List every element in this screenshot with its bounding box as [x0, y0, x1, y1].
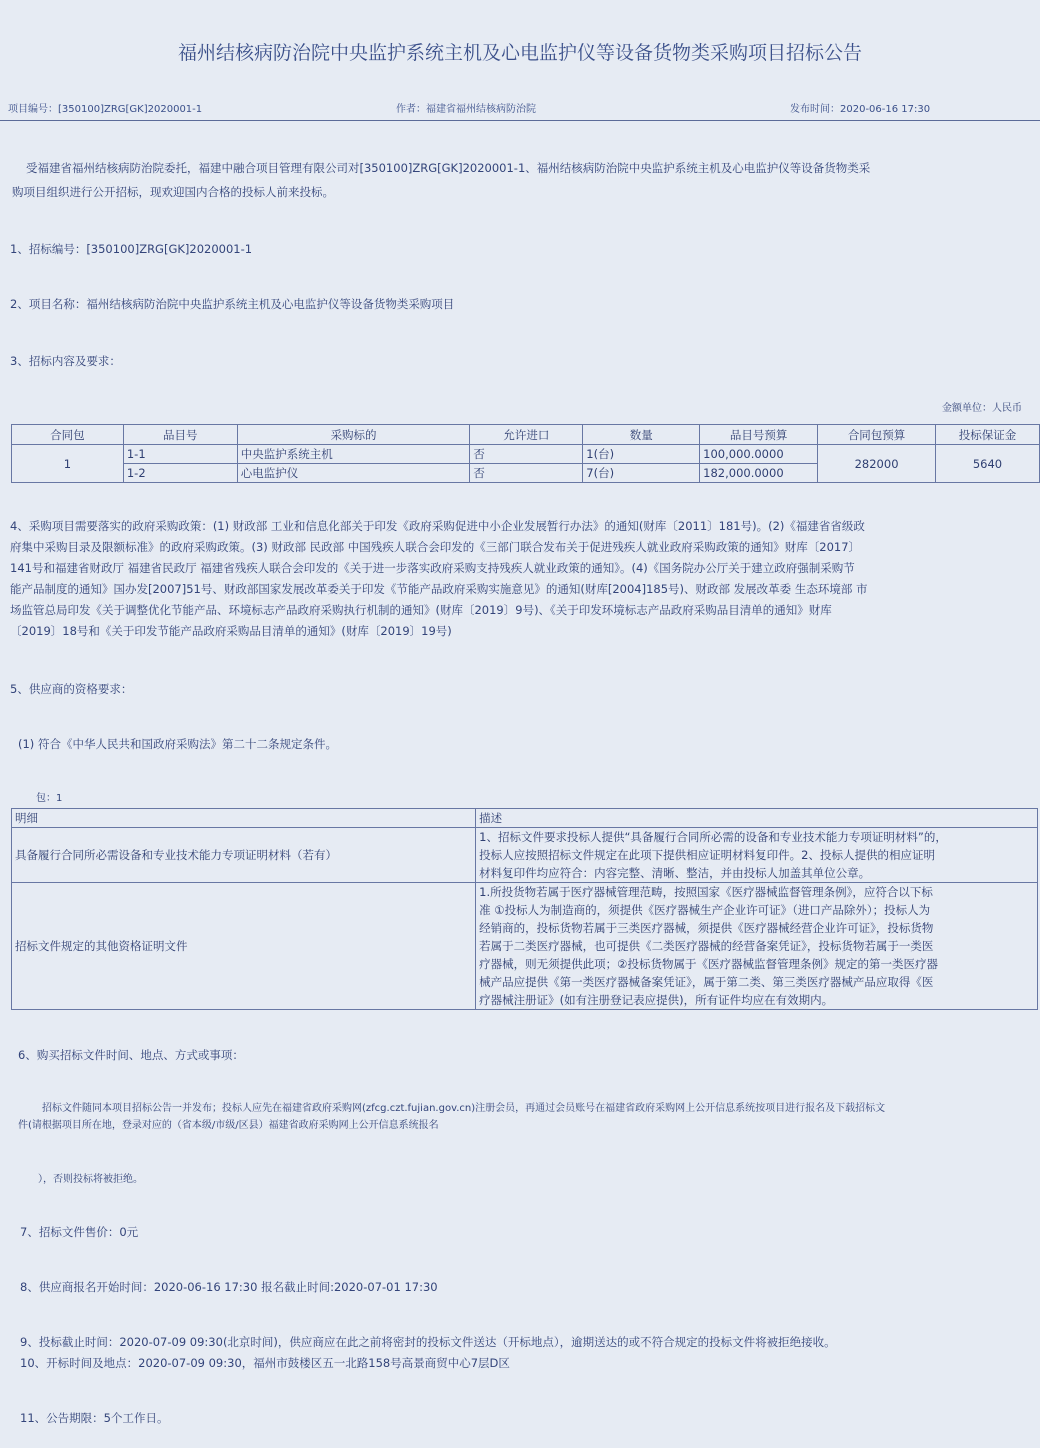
row-description	[476, 883, 1038, 1010]
cell-package-budget: 282000	[818, 445, 936, 483]
cell-item-number: 1-2	[123, 464, 237, 483]
description-line: 经销商的，投标货物若属于三类医疗器械，须提供《医疗器械经营企业许可证》，投标货物	[479, 921, 934, 935]
row-description	[476, 828, 1038, 883]
header-deposit: 投标保证金	[936, 425, 1040, 445]
package-label: 包：1	[36, 793, 63, 804]
policy-line: 〔2019〕18号和《关于印发节能产品政府采购品目清单的通知》(财库〔2019〕19号)	[10, 624, 452, 638]
project-number: 项目编号：[350100]ZRG[GK]2020001-1	[8, 104, 203, 115]
page-title: 福州结核病防治院中央监护系统主机及心电监护仪等设备货物类采购项目招标公告	[177, 42, 862, 64]
section-5-item-1: (1) 符合《中华人民共和国政府采购法》第二十二条规定条件。	[18, 737, 337, 751]
description-line: 1.所投货物若属于医疗器械管理范畴，按照国家《医疗器械监督管理条例》，应符合以下标	[479, 885, 933, 899]
header-quantity: 数量	[583, 425, 700, 445]
table-row	[12, 828, 1038, 883]
intro-line-1: 受福建省福州结核病防治院委托，福建中融合项目管理有限公司对[350100]ZRG[GK]2020001-1、福州结核病防治院中央监护系统主机及心电监护仪等设备货物类采	[26, 161, 871, 175]
header-detail: 明细	[12, 809, 476, 828]
row-name: 招标文件规定的其他资格证明文件	[12, 883, 476, 1010]
header-package: 合同包	[12, 425, 124, 445]
section-10-opening: 10、开标时间及地点：2020-07-09 09:30，福州市鼓楼区五一北路158号高景商贸中心7层D区	[20, 1356, 510, 1370]
section-1-tender-number: 1、招标编号：[350100]ZRG[GK]2020001-1	[10, 242, 253, 256]
header-target: 采购标的	[237, 425, 470, 445]
section-6-detail-line-1: 招标文件随同本项目招标公告一并发布；投标人应先在福建省政府采购网(zfcg.czt.fujian.gov.cn)注册会员，再通过会员账号在福建省政府采购网上公开信息系统按项目进行报名及下载招标文	[42, 1103, 886, 1114]
description-line: 械产品应提供《第一类医疗器械备案凭证》，属于第二类、第三类医疗器械产品应取得《医	[479, 975, 934, 989]
qualification-table	[11, 808, 1038, 1010]
header-divider	[0, 120, 1040, 121]
cell-item-budget: 182,000.0000	[700, 464, 818, 483]
header-item-budget: 品目号预算	[700, 425, 818, 445]
section-6-detail-line-3: ），否则投标将被拒绝。	[38, 1174, 143, 1185]
cell-item-number: 1-1	[123, 445, 237, 464]
cell-target: 心电监护仪	[237, 464, 470, 483]
section-6-detail-line-2: 件(请根据项目所在地，登录对应的（省本级/市级/区县）福建省政府采购网上公开信息系统报名	[18, 1120, 439, 1131]
intro-line-2: 购项目组织进行公开招标，现欢迎国内合格的投标人前来投标。	[12, 185, 334, 199]
section-8-registration: 8、供应商报名开始时间：2020-06-16 17:30 报名截止时间:2020-07-01 17:30	[20, 1280, 438, 1294]
description-line: 若属于二类医疗器械，也可提供《二类医疗器械的经营备案凭证》，投标货物若属于一类医	[479, 939, 934, 953]
header-import-allowed: 允许进口	[470, 425, 583, 445]
section-5-heading: 5、供应商的资格要求：	[10, 682, 133, 696]
description-line: 材料复印件均应符合：内容完整、清晰、整洁，并由投标人加盖其单位公章。	[479, 866, 871, 880]
table-header-row	[12, 425, 1040, 445]
table-row	[12, 883, 1038, 1010]
policy-line: 4、采购项目需要落实的政府采购政策：(1) 财政部 工业和信息化部关于印发《政府采购促进中小企业发展暂行办法》的通知(财库〔2011〕181号)。(2)《福建省省级政	[10, 519, 865, 533]
section-7-price: 7、招标文件售价：0元	[20, 1225, 139, 1239]
cell-import: 否	[470, 445, 583, 464]
section-11-period: 11、公告期限：5个工作日。	[20, 1411, 169, 1425]
row-name: 具备履行合同所必需设备和专业技术能力专项证明材料（若有）	[12, 828, 476, 883]
section-4-policies	[10, 516, 1038, 642]
header-description: 描述	[476, 809, 1038, 828]
author: 作者：福建省福州结核病防治院	[396, 104, 536, 115]
policy-line: 场监管总局印发《关于调整优化节能产品、环境标志产品政府采购执行机制的通知》(财库〔2019〕9号)、《关于印发环境标志产品政府采购品目清单的通知》财库	[10, 603, 832, 617]
section-3-heading: 3、招标内容及要求：	[10, 354, 121, 368]
description-line: 疗器械，则无须提供此项；②投标货物属于《医疗器械监督管理条例》规定的第一类医疗器	[479, 957, 938, 971]
section-2-project-name: 2、项目名称：福州结核病防治院中央监护系统主机及心电监护仪等设备货物类采购项目	[10, 297, 455, 311]
cell-import: 否	[470, 464, 583, 483]
publish-time: 发布时间：2020-06-16 17:30	[790, 104, 931, 115]
table-row	[12, 445, 1040, 464]
description-line: 疗器械注册证》(如有注册登记表应提供)，所有证件均应在有效期内。	[479, 993, 834, 1007]
section-9-deadline: 9、投标截止时间：2020-07-09 09:30(北京时间)，供应商应在此之前将密封的投标文件送达（开标地点），逾期送达的或不符合规定的投标文件将被拒绝接收。	[20, 1335, 836, 1349]
policy-line: 能产品制度的通知》国办发[2007]51号、财政部国家发展改革委关于印发《节能产品政府采购实施意见》的通知(财库[2004]185号)、财政部 发展改革委 生态环境部 市	[10, 582, 868, 596]
description-line: 准 ①投标人为制造商的，须提供《医疗器械生产企业许可证》（进口产品除外）；投标人为	[479, 903, 931, 917]
cell-target: 中央监护系统主机	[237, 445, 470, 464]
procurement-table	[11, 424, 1040, 483]
cell-quantity: 7(台)	[583, 464, 700, 483]
cell-item-budget: 100,000.0000	[700, 445, 818, 464]
header-package-budget: 合同包预算	[818, 425, 936, 445]
description-line: 投标人应按照招标文件规定在此项下提供相应证明材料复印件。2、投标人提供的相应证明	[479, 848, 935, 862]
header-item-number: 品目号	[123, 425, 237, 445]
cell-package: 1	[12, 445, 124, 483]
cell-deposit: 5640	[936, 445, 1040, 483]
currency-unit-note: 金额单位：人民币	[942, 403, 1022, 414]
section-6-heading: 6、购买招标文件时间、地点、方式或事项：	[18, 1048, 244, 1062]
description-line: 1、招标文件要求投标人提供“具备履行合同所必需的设备和专业技术能力专项证明材料”的，	[479, 830, 947, 844]
table-header-row	[12, 809, 1038, 828]
policy-line: 141号和福建省财政厅 福建省民政厅 福建省残疾人联合会印发的《关于进一步落实政府采购支持残疾人就业政策的通知》。(4)《国务院办公厅关于建立政府强制采购节	[10, 561, 855, 575]
policy-line: 府集中采购目录及限额标准》的政府采购政策。(3) 财政部 民政部 中国残疾人联合会印发的《三部门联合发布关于促进残疾人就业政府采购政策的通知》财库〔2017〕	[10, 540, 861, 554]
cell-quantity: 1(台)	[583, 445, 700, 464]
